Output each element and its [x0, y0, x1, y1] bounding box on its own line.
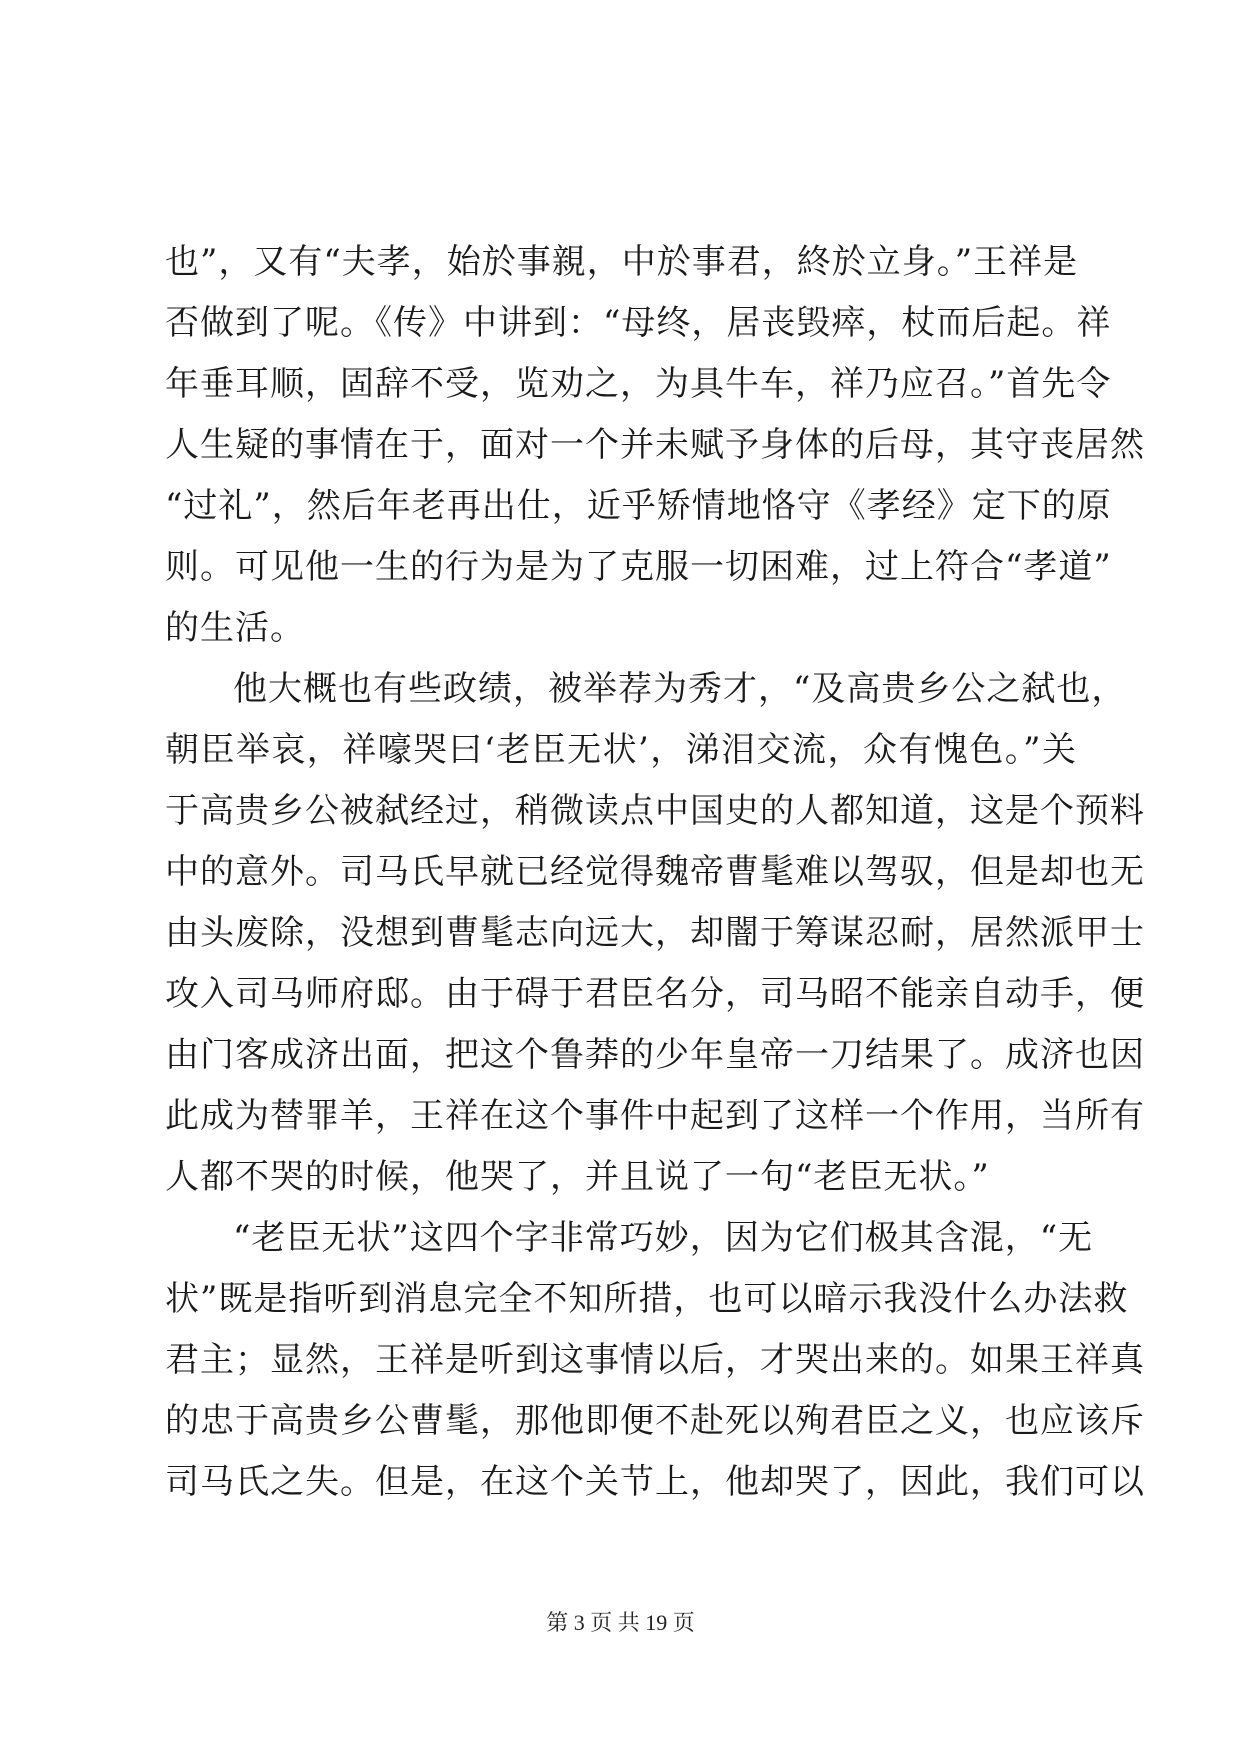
text-line: 司马氏之失。但是，在这个关节上，他却哭了，因此，我们可以: [165, 1462, 1145, 1502]
body-text: [165, 232, 1145, 1513]
text-line: 中的意外。司马氏早就已经觉得魏帝曹髦难以驾驭，但是却也无: [165, 852, 1145, 892]
text-line: 年垂耳顺，固辞不受，览劝之，为具牛车，祥乃应召。”首先令: [165, 364, 1112, 404]
text-line: 由头废除，没想到曹髦志向远大，却闇于筹谋忍耐，居然派甲士: [165, 913, 1145, 953]
text-line: 状”既是指听到消息完全不知所措，也可以暗示我没什么办法救: [165, 1279, 1129, 1319]
text-line: 也”，又有“夫孝，始於事親，中於事君，終於立身。”王祥是: [165, 242, 1079, 282]
text-line: 的生活。: [165, 608, 305, 648]
text-line: 人生疑的事情在于，面对一个并未赋予身体的后母，其守丧居然: [165, 425, 1145, 465]
text-line: 此成为替罪羊，王祥在这个事件中起到了这样一个作用，当所有: [165, 1096, 1145, 1136]
page-number-footer: 第 3 页 共 19 页: [546, 1610, 695, 1635]
text-line: 的忠于高贵乡公曹髦，那他即便不赴死以殉君臣之义，也应该斥: [165, 1401, 1145, 1441]
text-line: 于高贵乡公被弑经过，稍微读点中国史的人都知道，这是个预料: [165, 791, 1145, 831]
text-line: 由门客成济出面，把这个鲁莽的少年皇帝一刀结果了。成济也因: [165, 1035, 1145, 1075]
text-line: 否做到了呢。《传》中讲到：“母终，居丧毁瘁，杖而后起。祥: [165, 303, 1112, 343]
text-line: 则。可见他一生的行为是为了克服一切困难，过上符合“孝道”: [165, 547, 1112, 587]
text-line: 人都不哭的时候，他哭了，并且说了一句“老臣无状。”: [165, 1157, 990, 1197]
text-line: 他大概也有些政绩，被举荐为秀才，“及高贵乡公之弑也，: [233, 669, 1127, 709]
text-line: “过礼”，然后年老再出仕，近乎矫情地恪守《孝经》定下的原: [165, 486, 1112, 526]
text-line: 君主；显然，王祥是听到这事情以后，才哭出来的。如果王祥真: [165, 1340, 1145, 1380]
text-line: “老臣无状”这四个字非常巧妙，因为它们极其含混，“无: [233, 1218, 1094, 1258]
text-line: 攻入司马师府邸。由于碍于君臣名分，司马昭不能亲自动手，便: [165, 974, 1145, 1014]
text-line: 朝臣举哀，祥嚎哭曰‘老臣无状’，涕泪交流，众有愧色。”关: [165, 730, 1077, 770]
